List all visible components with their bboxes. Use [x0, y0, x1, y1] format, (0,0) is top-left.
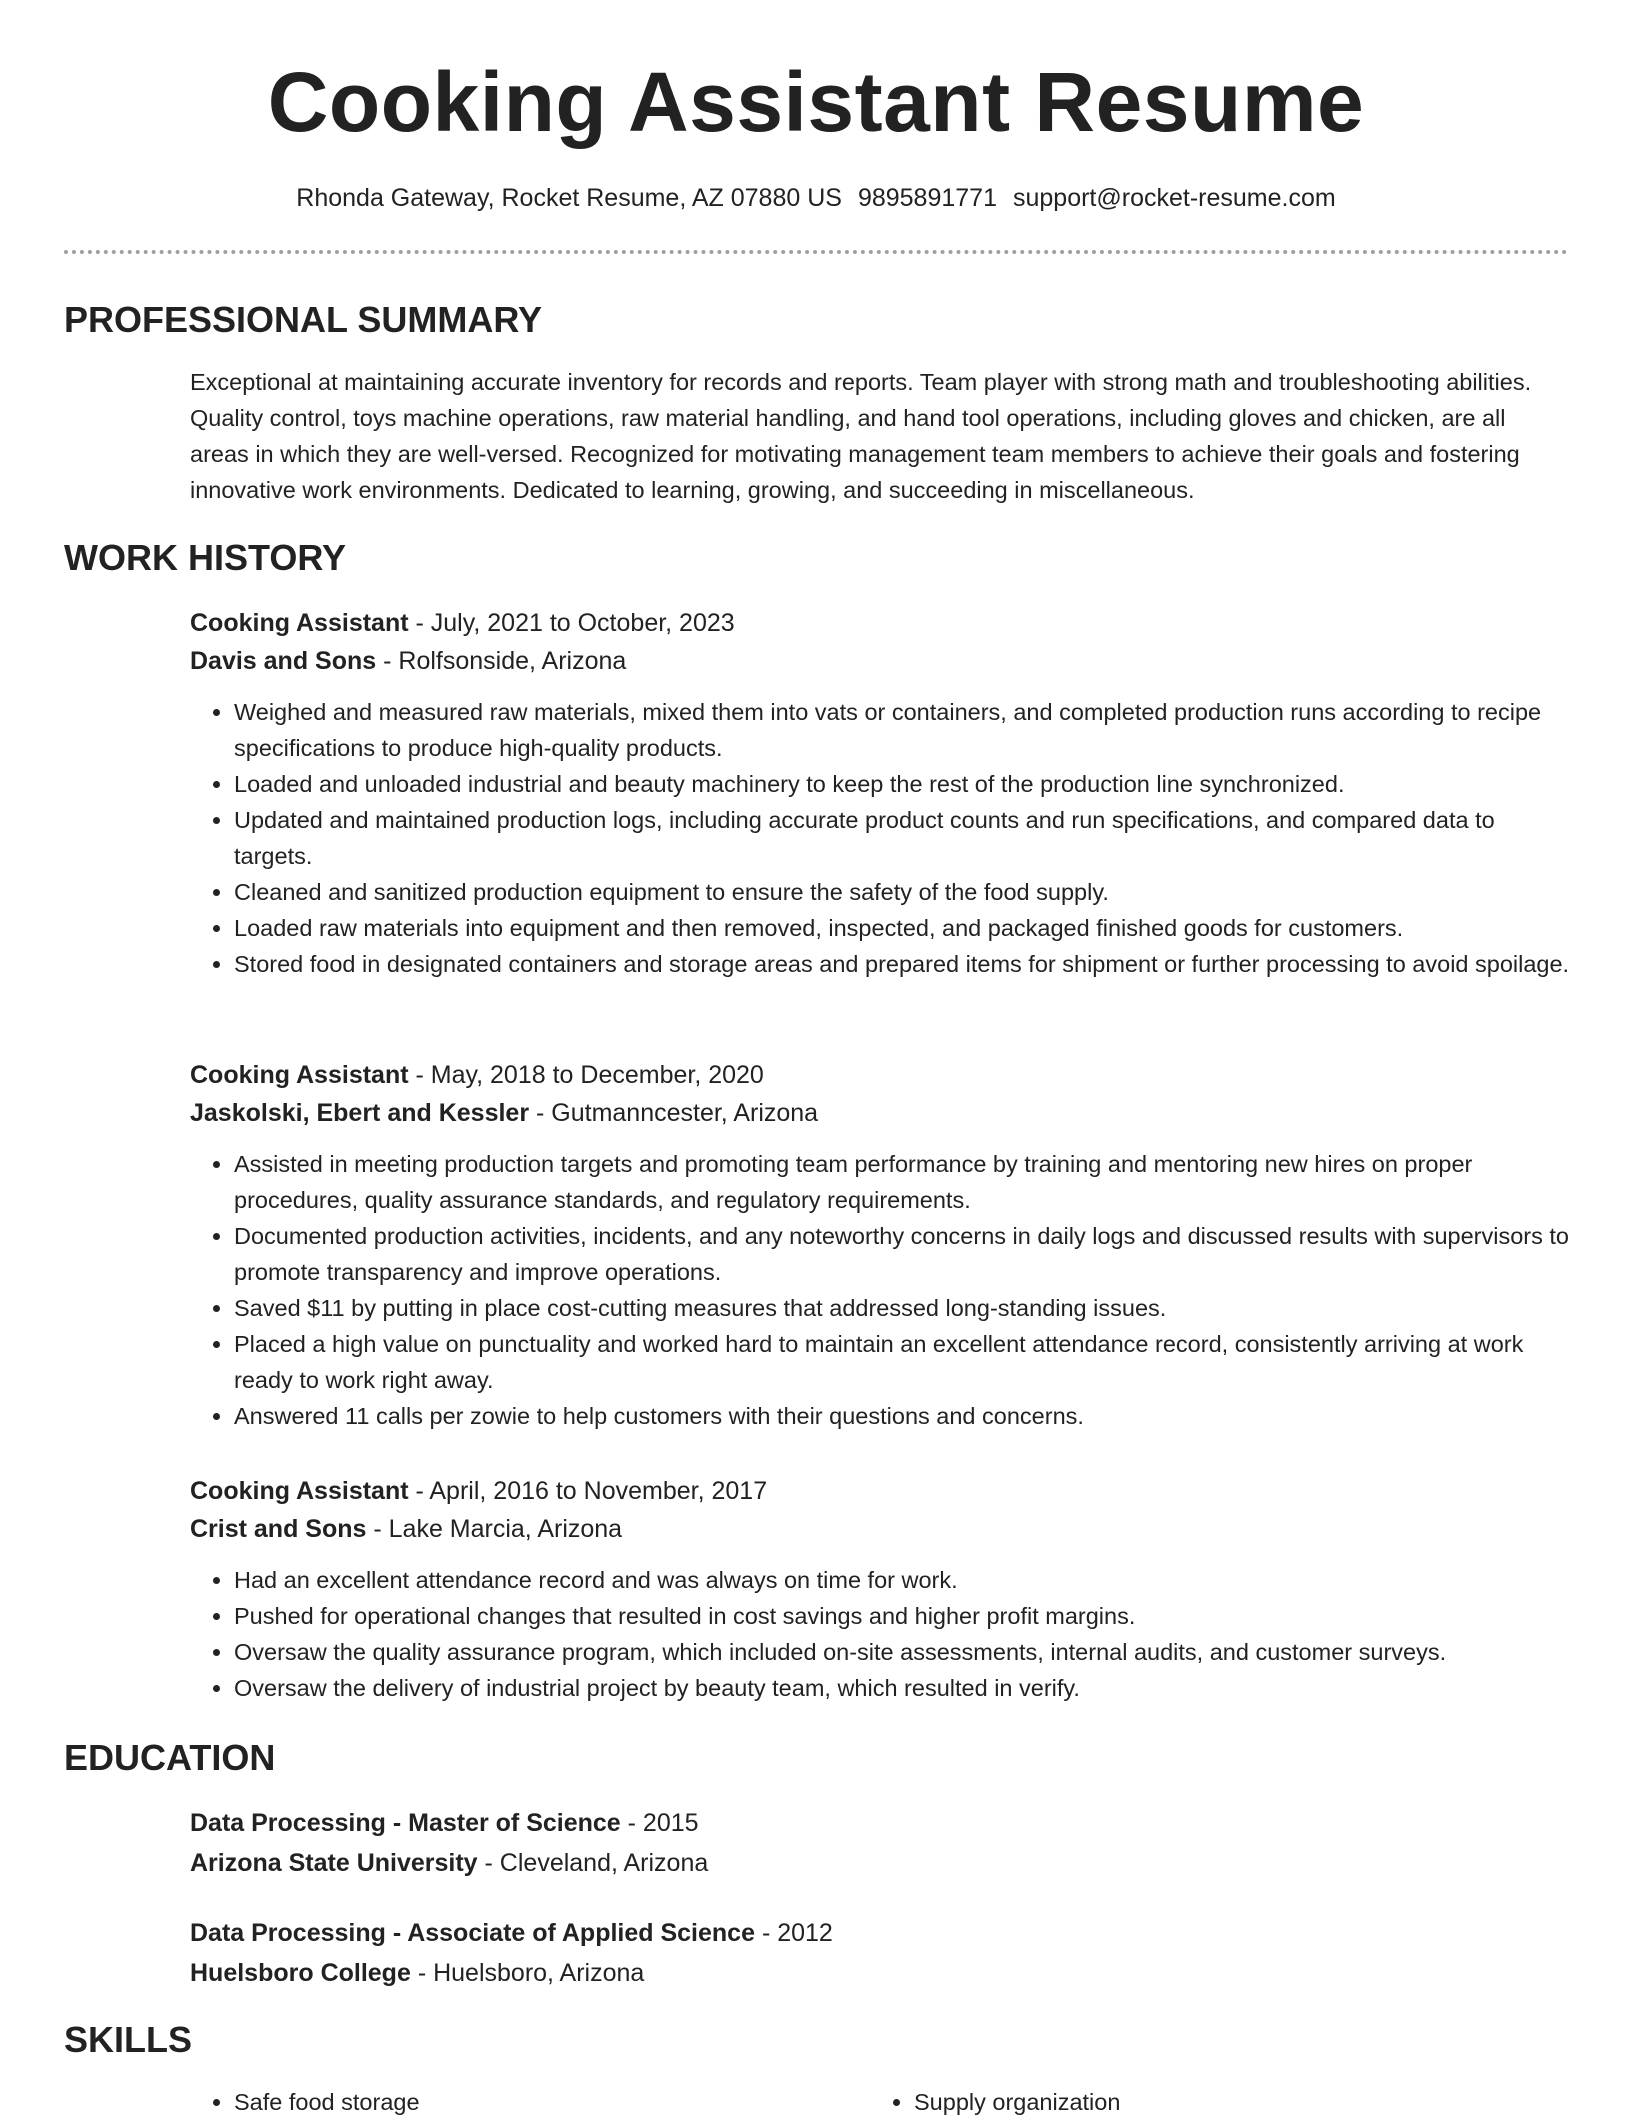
education-entry: [190, 1913, 1570, 1993]
education-year: - 2012: [755, 1919, 833, 1947]
skills-list: [870, 2084, 1510, 2120]
job-dates: - May, 2018 to December, 2020: [408, 1061, 764, 1089]
education-school: Huelsboro College: [190, 1959, 411, 1987]
education-degree: Data Processing - Master of Science: [190, 1809, 621, 1837]
job-entry: [190, 604, 1570, 982]
job-company: Crist and Sons: [190, 1515, 367, 1543]
job-duty: • Oversaw the delivery of industrial project by beauty team, which resulted in verify.: [234, 1670, 1570, 1706]
section-heading-summary: PROFESSIONAL SUMMARY: [64, 299, 543, 340]
header-divider: [64, 250, 1568, 254]
job-company-line: [190, 1510, 1570, 1548]
contact-phone: 9895891771: [857, 184, 997, 212]
job-duty: • Saved $11 by putting in place cost-cutting measures that addressed long-standing issues.: [234, 1290, 1570, 1326]
skill-item: • Safe food storage: [234, 2084, 830, 2120]
job-duty: • Pushed for operational changes that resulted in cost savings and higher profit margins.: [234, 1598, 1570, 1634]
section-heading-work-history: WORK HISTORY: [64, 537, 347, 578]
education-entry: [190, 1803, 1570, 1883]
job-duties-list: [190, 694, 1570, 982]
job-duty: • Stored food in designated containers and storage areas and prepared items for shipment or further processing to avoid spoilage.: [234, 946, 1570, 982]
job-dates: - April, 2016 to November, 2017: [408, 1477, 768, 1505]
skills-column-right: [870, 2084, 1510, 2120]
job-duty: • Documented production activities, incidents, and any noteworthy concerns in daily logs and discussed results with supervisors to promote transparency and improve operations.: [234, 1218, 1570, 1290]
job-title: Cooking Assistant: [190, 1061, 409, 1089]
job-title: Cooking Assistant: [190, 609, 409, 637]
job-company: Davis and Sons: [190, 647, 377, 675]
education-location: - Huelsboro, Arizona: [410, 1959, 645, 1987]
job-duty: • Had an excellent attendance record and was always on time for work.: [234, 1562, 1570, 1598]
job-duties-list: [190, 1562, 1570, 1706]
job-duty: • Weighed and measured raw materials, mixed them into vats or containers, and completed production runs according to recipe specifications to produce high-quality products.: [234, 694, 1570, 766]
education-degree: Data Processing - Associate of Applied Science: [190, 1919, 755, 1947]
job-duty: • Loaded raw materials into equipment and then removed, inspected, and packaged finished goods for customers.: [234, 910, 1570, 946]
job-location: - Lake Marcia, Arizona: [366, 1515, 623, 1543]
job-duties-list: [190, 1146, 1570, 1434]
job-company: Jaskolski, Ebert and Kessler: [190, 1099, 530, 1127]
education-degree-line: [190, 1803, 1570, 1843]
job-duty: • Placed a high value on punctuality and worked hard to maintain an excellent attendance record, consistently arriving at work ready to work right away.: [234, 1326, 1570, 1398]
skills-list: [190, 2084, 830, 2120]
section-heading-education: EDUCATION: [64, 1737, 276, 1778]
education-school-line: [190, 1953, 1570, 1993]
summary-text: Exceptional at maintaining accurate inventory for records and reports. Team player with strong math and troubleshooting abilities. Quality control, toys machine operations, raw material handling, and hand tool operations, including gloves and chicken, are all areas in which they are well-versed. Recognized for motivating management team members to achieve their goals and fostering innovative work environments. Dedicated to learning, growing, and succeeding in miscellaneous.: [190, 369, 1532, 503]
job-duty: • Loaded and unloaded industrial and beauty machinery to keep the rest of the production line synchronized.: [234, 766, 1570, 802]
job-duty: • Cleaned and sanitized production equipment to ensure the safety of the food supply.: [234, 874, 1570, 910]
skill-item: • Supply organization: [914, 2084, 1510, 2120]
job-title-line: [190, 604, 1570, 642]
contact-address: Rhonda Gateway, Rocket Resume, AZ 07880 US: [296, 184, 842, 212]
job-location: - Rolfsonside, Arizona: [376, 647, 627, 675]
education-degree-line: [190, 1913, 1570, 1953]
job-entry: [190, 1056, 1570, 1434]
job-title-line: [190, 1056, 1570, 1094]
section-heading-skills: SKILLS: [64, 2019, 193, 2060]
job-location: - Gutmanncester, Arizona: [529, 1099, 819, 1127]
skills-column-left: [190, 2084, 830, 2120]
job-title-line: [190, 1472, 1570, 1510]
job-duty: • Updated and maintained production logs, including accurate product counts and run specifications, and compared data to targets.: [234, 802, 1570, 874]
job-duty: • Answered 11 calls per zowie to help customers with their questions and concerns.: [234, 1398, 1570, 1434]
contact-email: support@rocket-resume.com: [1012, 184, 1336, 212]
job-company-line: [190, 1094, 1570, 1132]
contact-line: [0, 180, 1632, 216]
job-title: Cooking Assistant: [190, 1477, 409, 1505]
job-duty: • Oversaw the quality assurance program, which included on-site assessments, internal audits, and customer surveys.: [234, 1634, 1570, 1670]
job-company-line: [190, 642, 1570, 680]
education-school: Arizona State University: [190, 1849, 478, 1877]
education-year: - 2015: [620, 1809, 699, 1837]
job-entry: [190, 1472, 1570, 1706]
education-school-line: [190, 1843, 1570, 1883]
resume-title: Cooking Assistant Resume: [267, 55, 1365, 149]
education-location: - Cleveland, Arizona: [477, 1849, 709, 1877]
job-dates: - July, 2021 to October, 2023: [408, 609, 735, 637]
job-duty: • Assisted in meeting production targets and promoting team performance by training and mentoring new hires on proper procedures, quality assurance standards, and regulatory requirements.: [234, 1146, 1570, 1218]
